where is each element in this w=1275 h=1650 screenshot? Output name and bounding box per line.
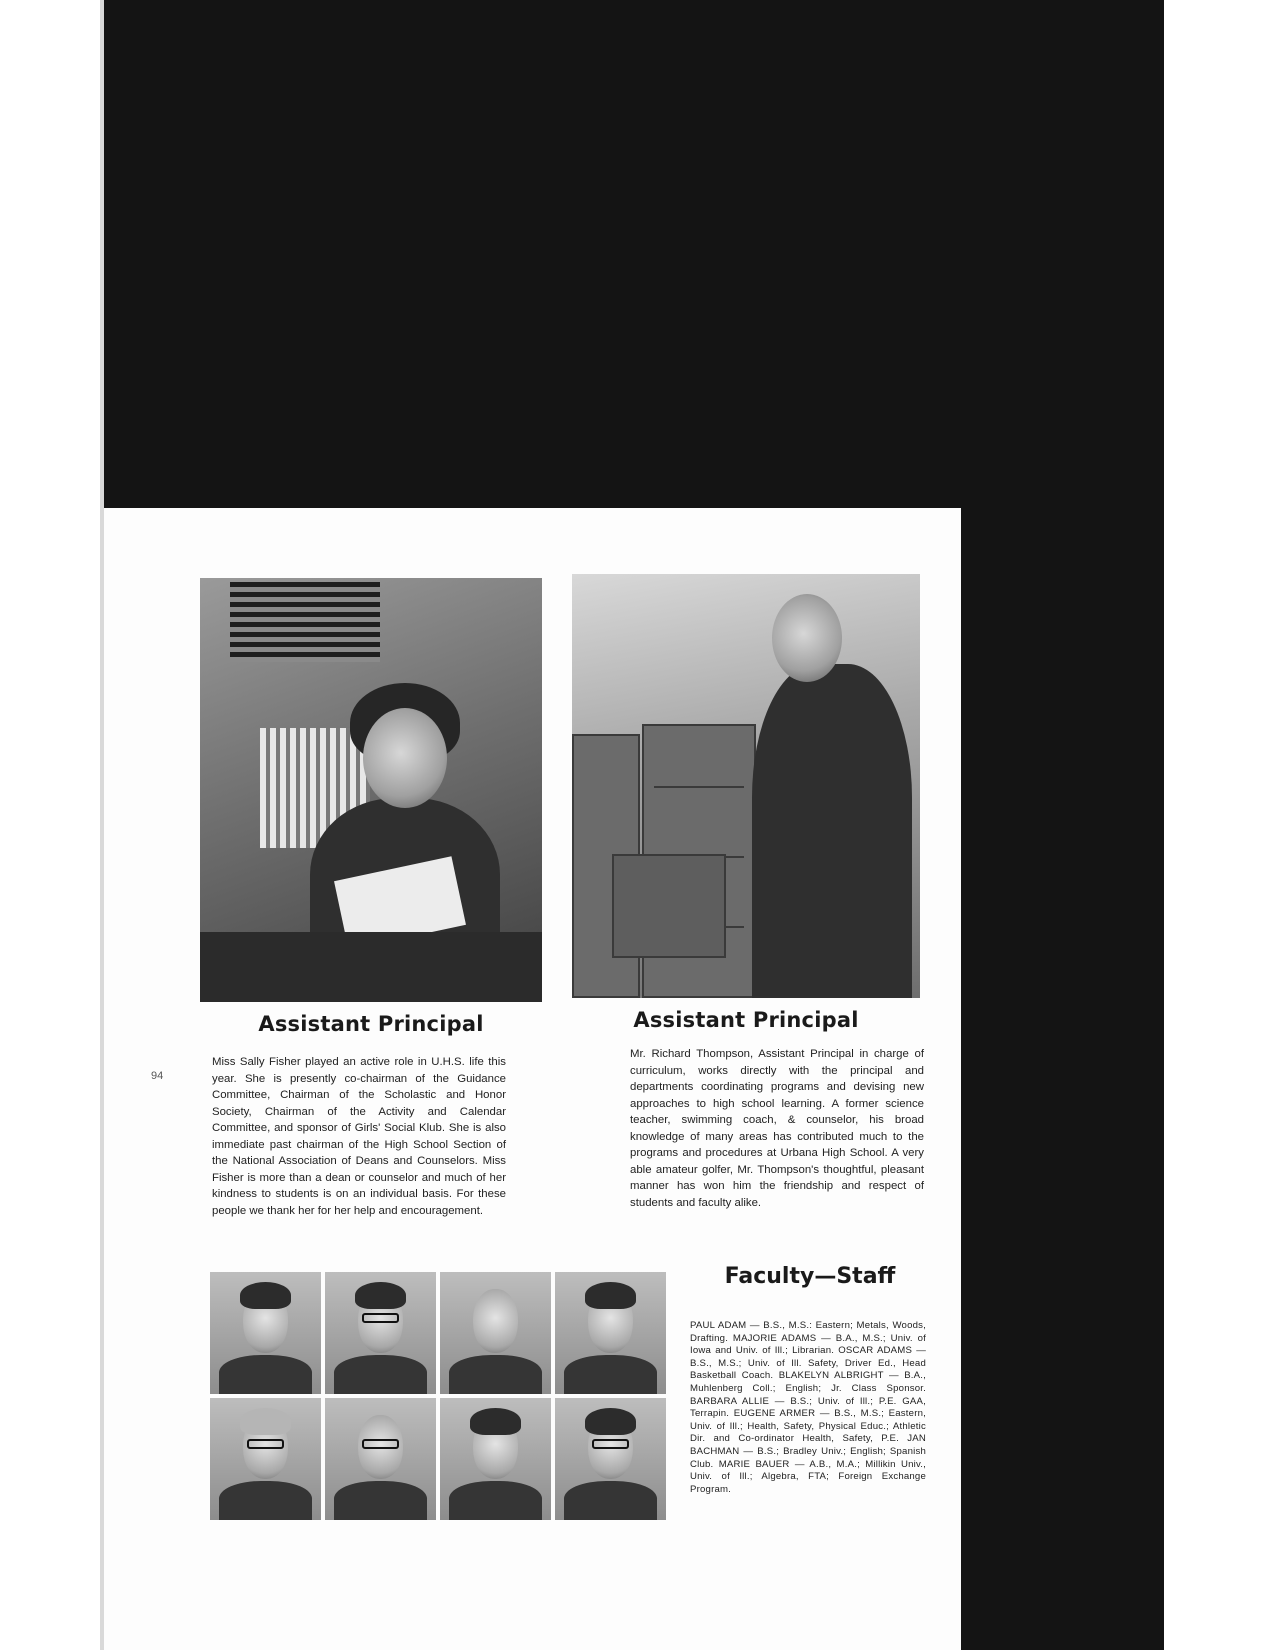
portrait-body bbox=[219, 1355, 312, 1394]
drawer-divider bbox=[654, 786, 744, 788]
faculty-roster-text: PAUL ADAM — B.S., M.S.: Eastern; Metals, Woods, Drafting. MAJORIE ADAMS — B.A., M.S.; Univ. of Iowa and Univ. of Ill.; Librarian. OSCAR ADAMS — B.S., M.S.; Univ. of Ill. Safety, Driver Ed., Head Basketball Coach. BLAKELYN ALBRIGHT — B.A., Muhlenberg Coll.; English; Jr. Class Sponsor. BARBARA ALLIE — B.S.; Univ. of Ill.; P.E. GAA, Terrapin. EUGENE ARMER — B.S., M.S.; Eastern, Univ. of Ill.; Health, Safety, Physical Educ.; Athletic Dir. and Co-ordinator Health, Safety, P.E. JAN BACHMAN — B.S.; Bradley Univ.; English; Spanish Club. MARIE BAUER — A.B., M.A.; Millikin Univ., Univ. of Ill.; Algebra, FTA; Foreign Exchange Program. bbox=[690, 1320, 926, 1495]
caption-thompson: Mr. Richard Thompson, Assistant Principal in charge of curriculum, works directly with the principal and departments coordinating programs and devising new approaches to high school learning. A former science teacher, swimming coach, & counselor, his broad knowledge of many areas has contributed much to the programs and procedures at Urbana High School. A very able amateur golfer, Mr. Thompson's thoughtful, pleasant manner has won him the friendship and respect of students and faculty alike. bbox=[630, 1048, 924, 1209]
portrait-hair bbox=[240, 1282, 291, 1309]
faculty-portrait bbox=[440, 1398, 551, 1520]
portrait-hair bbox=[585, 1408, 636, 1435]
faculty-portrait bbox=[555, 1272, 666, 1394]
figure-body bbox=[752, 664, 912, 998]
portrait-face bbox=[473, 1289, 517, 1352]
portrait-body bbox=[449, 1355, 542, 1394]
scan-background-top bbox=[104, 0, 1164, 508]
glasses-icon bbox=[247, 1439, 285, 1449]
portrait-body bbox=[219, 1481, 312, 1520]
open-drawer bbox=[612, 854, 726, 958]
desk bbox=[200, 932, 542, 1002]
figure-face bbox=[363, 708, 447, 808]
scan-background-right bbox=[961, 500, 1164, 1650]
page-number: 94 bbox=[151, 1070, 164, 1082]
caption-fisher: Miss Sally Fisher played an active role in U.H.S. life this year. She is presently co-chairman of the Guidance Committee, Chairman of the Scholastic and Honor Society, Chairman of the Activity and Calendar Committee, and sponsor of Girls' Social Klub. She is also immediate past chairman of the High School Section of the National Association of Deans and Counselors. Miss Fisher is more than a dean or counselor and much of her kindness to students is on an individual basis. For these people we thank her for her help and encouragement. bbox=[212, 1056, 506, 1217]
glasses-icon bbox=[362, 1439, 400, 1449]
faculty-portrait bbox=[440, 1272, 551, 1394]
portrait-hair bbox=[585, 1282, 636, 1309]
figure-face bbox=[772, 594, 842, 682]
photo-assistant-principal-fisher bbox=[200, 578, 542, 1002]
heading-assistant-principal-right: Assistant Principal bbox=[633, 1008, 859, 1032]
faculty-portrait bbox=[210, 1398, 321, 1520]
faculty-portrait bbox=[210, 1272, 321, 1394]
portrait-body bbox=[334, 1355, 427, 1394]
portrait-body bbox=[564, 1481, 657, 1520]
portrait-body bbox=[564, 1355, 657, 1394]
portrait-hair bbox=[240, 1408, 291, 1435]
portrait-body bbox=[449, 1481, 542, 1520]
window-blinds bbox=[230, 582, 380, 662]
glasses-icon bbox=[362, 1313, 400, 1323]
portrait-hair bbox=[355, 1282, 406, 1309]
photo-assistant-principal-thompson bbox=[572, 574, 920, 998]
heading-faculty-staff: Faculty—Staff bbox=[724, 1264, 896, 1289]
faculty-portrait-grid bbox=[210, 1272, 666, 1520]
faculty-portrait bbox=[555, 1398, 666, 1520]
faculty-portrait bbox=[325, 1272, 436, 1394]
faculty-portrait bbox=[325, 1398, 436, 1520]
portrait-body bbox=[334, 1481, 427, 1520]
glasses-icon bbox=[592, 1439, 630, 1449]
heading-assistant-principal-left: Assistant Principal bbox=[258, 1012, 484, 1036]
portrait-hair bbox=[470, 1408, 521, 1435]
